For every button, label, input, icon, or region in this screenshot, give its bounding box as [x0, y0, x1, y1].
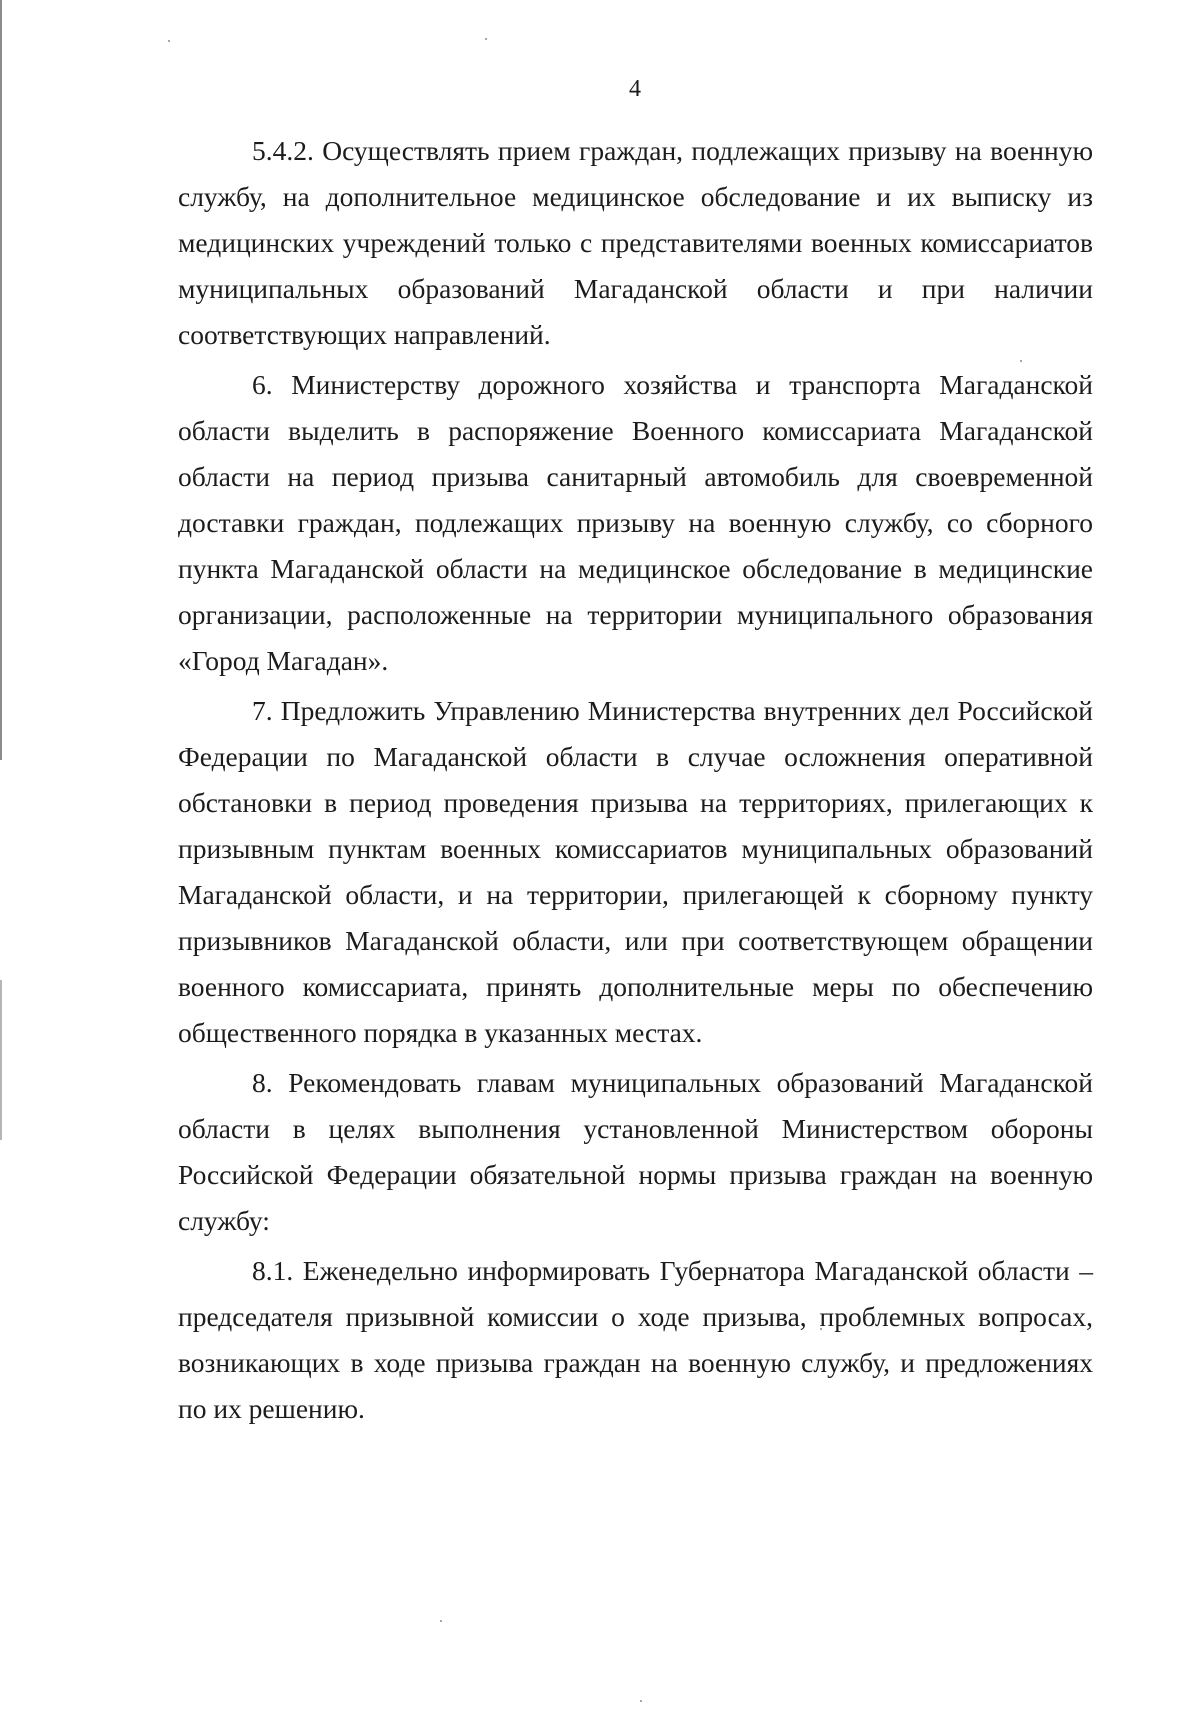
page-number: 4 — [629, 76, 641, 102]
scan-edge-mark-lower — [0, 980, 2, 1140]
paragraph-8-1: 8.1. Еженедельно информировать Губернатора Магаданской области – председателя призывной комиссии о ходе призыва, проблемных вопросах, возникающих в ходе призыва граждан на военную службу, и предложениях по их решению. — [178, 1255, 1093, 1424]
scan-speck — [440, 1620, 442, 1622]
scan-edge-mark — [0, 0, 2, 760]
scan-speck — [485, 38, 487, 40]
paragraph-7: 7. Предложить Управлению Министерства внутренних дел Российской Федерации по Магаданской области в случае осложнения оперативной обстановки в период проведения призыва на территориях, прилегающих к призывным пунктам военных комиссариатов муниципальных образований Магаданской области, и на территории, прилегающей к сборному пункту призывников Магаданской области, или при соответствующем обращении военного комиссариата, принять дополнительные меры по обеспечению общественного порядка в указанных местах. — [178, 695, 1093, 1048]
paragraph-6: 6. Министерству дорожного хозяйства и транспорта Магаданской области выделить в распоряжение Военного комиссариата Магаданской области на период призыва санитарный автомобиль для своевременной доставки граждан, подлежащих призыву на военную службу, со сборного пункта Магаданской области на медицинское обследование в медицинские организации, расположенные на территории муниципального образования «Город Магадан». — [178, 369, 1093, 676]
scan-speck — [640, 1700, 642, 1702]
paragraph-5-4-2: 5.4.2. Осуществлять прием граждан, подлежащих призыву на военную службу, на дополнительное медицинское обследование и их выписку из медицинских учреждений только с представителями военных комиссариатов муниципальных образований Магаданской области и при наличии соответствующих направлений. — [178, 135, 1093, 350]
paragraph-8: 8. Рекомендовать главам муниципальных образований Магаданской области в целях выполнения установленной Министерством обороны Российской Федерации обязательной нормы призыва граждан на военную службу: — [178, 1067, 1093, 1236]
document-body — [178, 128, 1093, 1432]
scan-speck — [168, 40, 170, 42]
